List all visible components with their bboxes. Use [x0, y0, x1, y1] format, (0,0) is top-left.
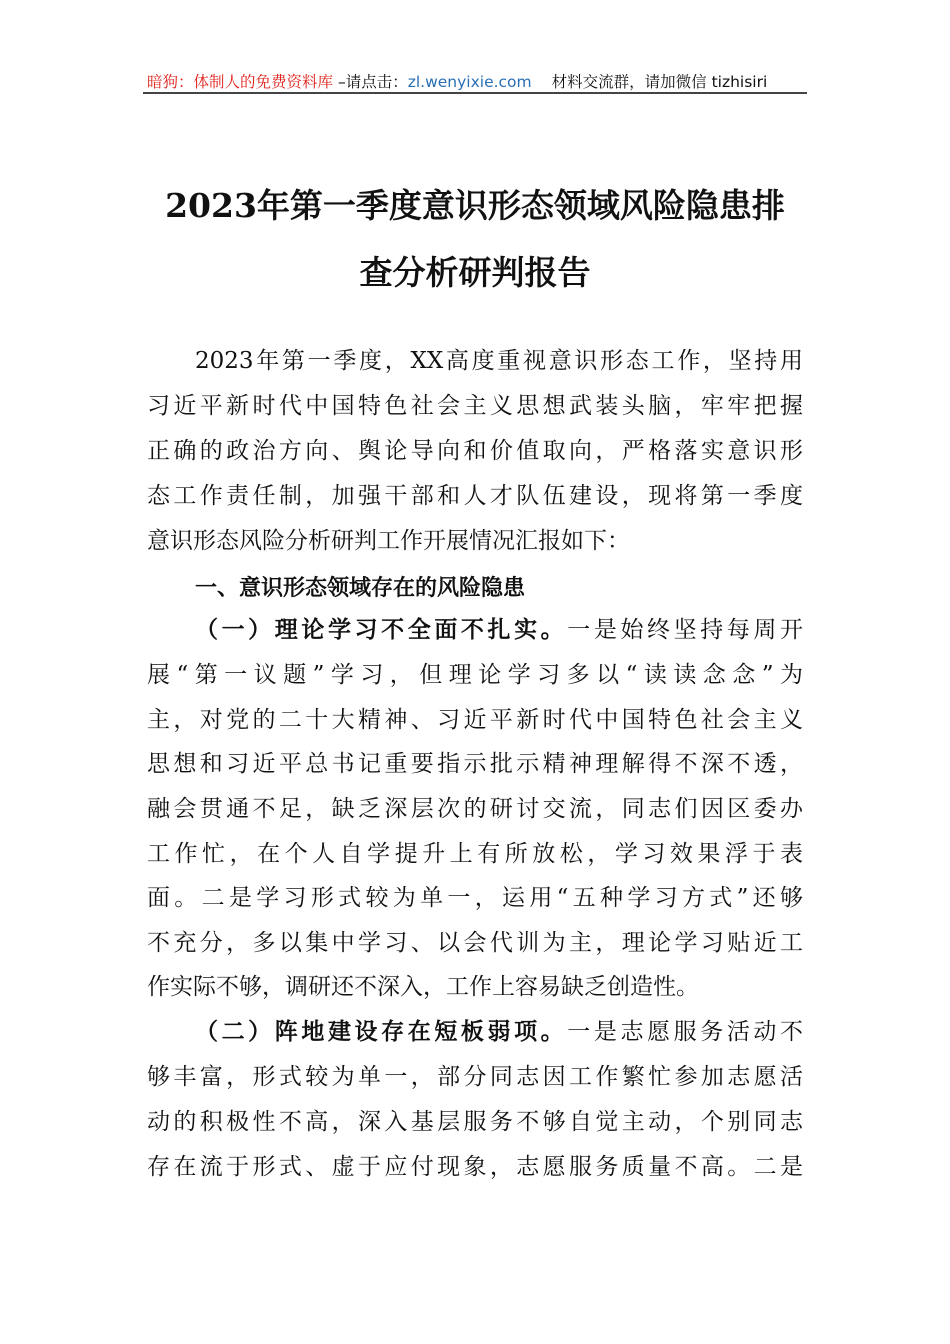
section2-line: 动的积极性不高，深入基层服务不够自觉主动，个别同志	[147, 1109, 803, 1135]
intro-line: 正确的政治方向、舆论导向和价值取向，严格落实意识形	[147, 438, 803, 464]
section2-text: 一是志愿服务活动不	[567, 1019, 804, 1045]
doc-title-line-1: 2023年第一季度意识形态领域风险隐患排	[165, 186, 785, 225]
section2-line	[195, 1017, 803, 1047]
intro-line: 2023年第一季度，XX高度重视意识形态工作，坚持用	[195, 348, 803, 374]
section1-line: 主，对党的二十大精神、习近平新时代中国特色社会主义	[147, 707, 803, 733]
section1-line: 不充分，多以集中学习、以会代训为主，理论学习贴近工	[147, 930, 803, 956]
header-brand: 暗狗：体制人的免费资料库	[147, 73, 334, 91]
header-contact: 材料交流群，请加微信 tizhisiri	[551, 73, 768, 91]
header-divider	[143, 92, 807, 94]
header-link[interactable]: zl.wenyixie.com	[407, 73, 532, 91]
header-prompt: –请点击：	[333, 73, 408, 91]
section1-line: 作实际不够，调研还不深入，工作上容易缺乏创造性。	[147, 974, 699, 1000]
section1-line: 工作忙，在个人自学提升上有所放松，学习效果浮于表	[147, 841, 803, 867]
section1-line: 面。二是学习形式较为单一，运用“五种学习方式”还够	[147, 885, 803, 911]
section1-text: 一是始终坚持每周开	[567, 617, 804, 643]
intro-line: 习近平新时代中国特色社会主义思想武装头脑，牢牢把握	[147, 393, 803, 419]
section2-line: 够丰富，形式较为单一，部分同志因工作繁忙参加志愿活	[147, 1064, 803, 1090]
intro-line: 态工作责任制，加强干部和人才队伍建设，现将第一季度	[147, 483, 803, 509]
section2-title: （二）阵地建设存在短板弱项。	[195, 1018, 568, 1045]
intro-line: 意识形态风险分析研判工作开展情况汇报如下：	[147, 528, 630, 554]
section1-title: （一）理论学习不全面不扎实。	[195, 616, 568, 643]
section2-line: 存在流于形式、虚于应付现象，志愿服务质量不高。二是	[147, 1154, 803, 1180]
watermark-header	[147, 70, 807, 92]
section1-line: 思想和习近平总书记重要指示批示精神理解得不深不透，	[147, 751, 803, 777]
section1-line: 融会贯通不足，缺乏深层次的研讨交流，同志们因区委办	[147, 796, 803, 822]
section-heading: 一、意识形态领域存在的风险隐患	[195, 576, 526, 601]
doc-title-line-2: 查分析研判报告	[359, 253, 591, 292]
section1-line: 展“第一议题”学习，但理论学习多以“读读念念”为	[147, 662, 803, 688]
section1-line	[195, 615, 803, 645]
